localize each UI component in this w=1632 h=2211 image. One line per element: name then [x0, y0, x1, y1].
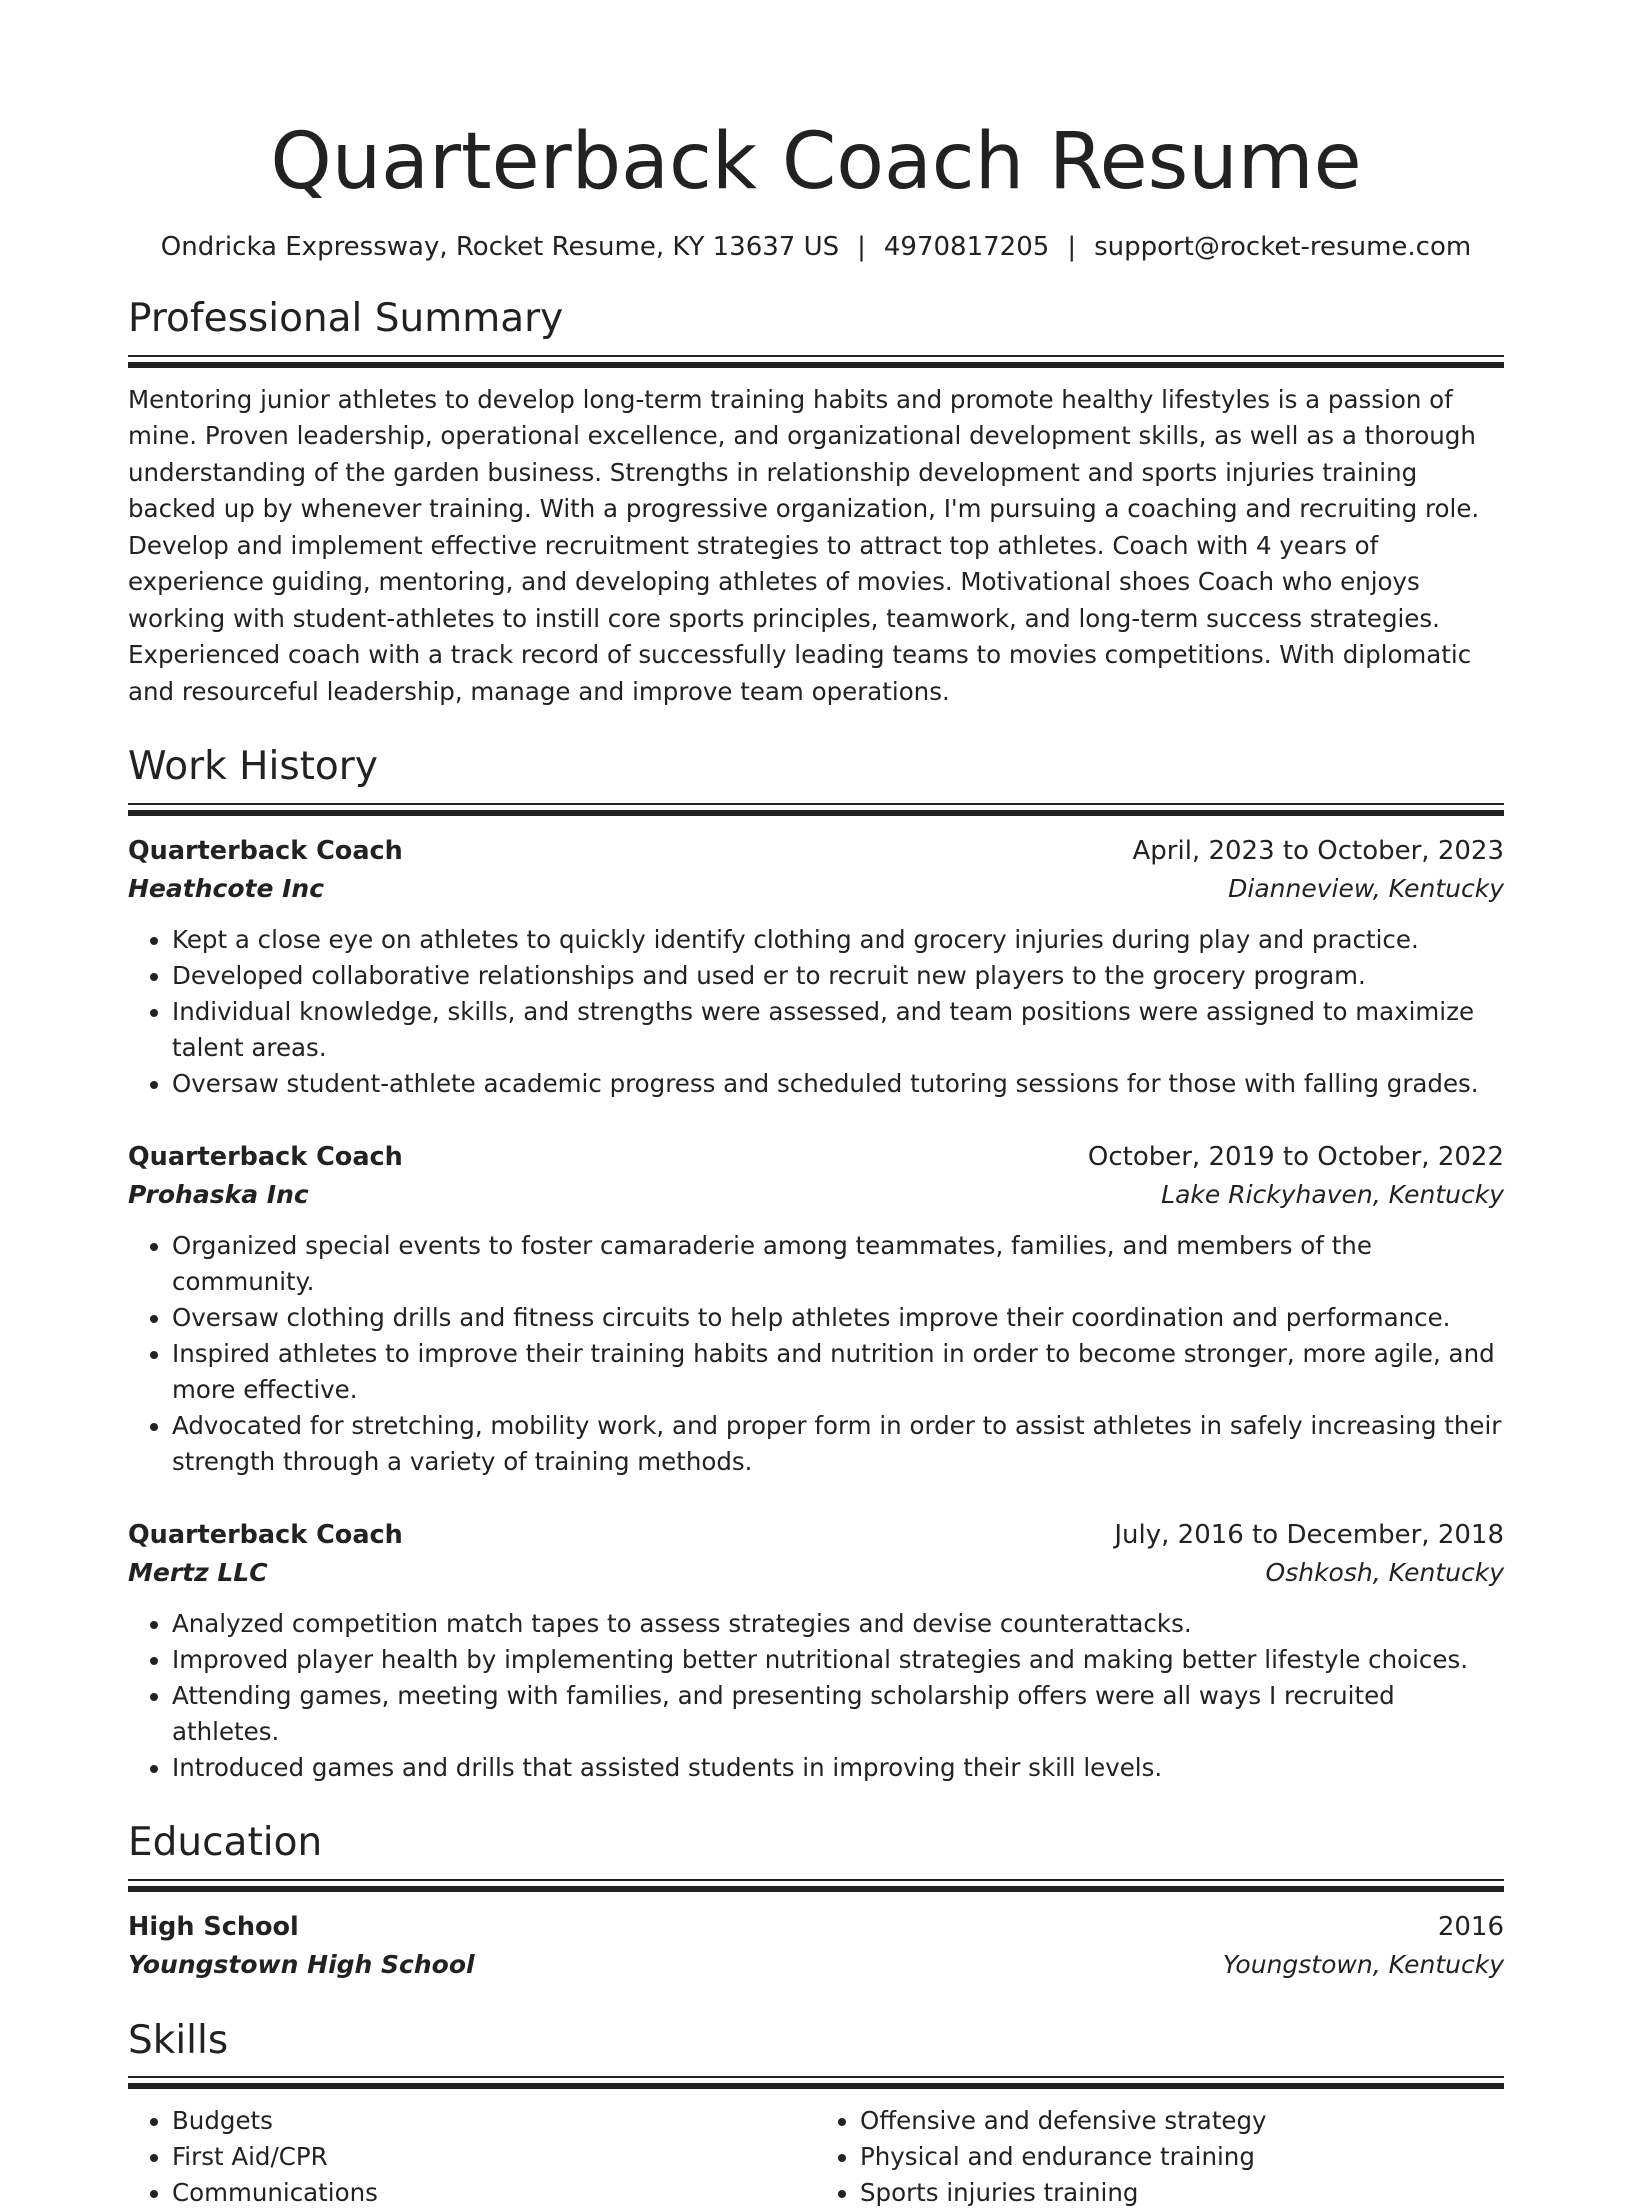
- job-bullet: • Oversaw clothing drills and fitness circuits to help athletes improve their coordination and performance.: [172, 1300, 1504, 1336]
- job-entry: [128, 1138, 1504, 1480]
- job-bullet: • Advocated for stretching, mobility work, and proper form in order to assist athletes in safely increasing their strength through a variety of training methods.: [172, 1408, 1504, 1480]
- job-role: Quarterback Coach: [128, 835, 403, 866]
- professional-summary-section: [128, 296, 1504, 710]
- job-bullet: • Kept a close eye on athletes to quickly identify clothing and grocery injuries during play and practice.: [172, 922, 1504, 958]
- skill-item: • Offensive and defensive strategy: [860, 2103, 1504, 2139]
- job-bullets: [128, 922, 1504, 1102]
- job-role: Quarterback Coach: [128, 1519, 403, 1550]
- section-divider: [128, 355, 1504, 368]
- education-school: Youngstown High School: [128, 1949, 475, 1979]
- job-company: Heathcote Inc: [128, 873, 325, 903]
- contact-separator: |: [1067, 231, 1077, 262]
- section-title: Education: [128, 1819, 323, 1865]
- work-history-section: [128, 744, 1504, 1786]
- job-bullet: • Analyzed competition match tapes to assess strategies and devise counterattacks.: [172, 1606, 1504, 1642]
- section-title: Professional Summary: [128, 295, 564, 341]
- job-role: Quarterback Coach: [128, 1141, 403, 1172]
- section-divider: [128, 1879, 1504, 1892]
- contact-phone: 4970817205: [883, 231, 1050, 262]
- job-bullet: • Inspired athletes to improve their training habits and nutrition in order to become stronger, more agile, and more effective.: [172, 1336, 1504, 1408]
- skill-item: • First Aid/CPR: [172, 2139, 816, 2175]
- resume-title: Quarterback Coach Resume: [270, 117, 1362, 207]
- job-entry: [128, 1516, 1504, 1786]
- job-company: Mertz LLC: [128, 1557, 268, 1587]
- job-dates: April, 2023 to October, 2023: [1132, 835, 1504, 866]
- skill-item: • Physical and endurance training: [860, 2139, 1504, 2175]
- section-divider: [128, 803, 1504, 816]
- skill-item: • Sports injuries training: [860, 2175, 1504, 2211]
- job-bullet: • Oversaw student-athlete academic progress and scheduled tutoring sessions for those with falling grades.: [172, 1066, 1504, 1102]
- education-entry: [128, 1908, 1504, 1984]
- job-bullet: • Organized special events to foster camaraderie among teammates, families, and members of the community.: [172, 1228, 1504, 1300]
- skill-item: • Budgets: [172, 2103, 816, 2139]
- education-section: [128, 1820, 1504, 1984]
- job-dates: October, 2019 to October, 2022: [1087, 1141, 1504, 1172]
- contact-separator: |: [857, 231, 866, 262]
- section-title: Skills: [128, 2017, 229, 2063]
- contact-address: Ondricka Expressway, Rocket Resume, KY 13637 US: [160, 231, 840, 262]
- section-title: Work History: [128, 744, 378, 790]
- contact-email: support@rocket-resume.com: [1094, 231, 1472, 262]
- education-degree: High School: [128, 1911, 299, 1942]
- job-bullet: • Individual knowledge, skills, and strengths were assessed, and team positions were assigned to maximize talent areas.: [172, 994, 1504, 1066]
- job-entry: [128, 832, 1504, 1102]
- skills-column-right: [816, 2103, 1504, 2211]
- summary-text: Mentoring junior athletes to develop long-term training habits and promote healthy lifestyles is a passion of mine. Proven leadership, operational excellence, and organizational development skills, as well as a thorough understanding of the garden business. Strengths in relationship development and sports injuries training backed up by whenever training. With a progressive organization, I'm pursuing a coaching and recruiting role. Develop and implement effective recruitment strategies to attract top athletes. Coach with 4 years of experience guiding, mentoring, and developing athletes of movies. Motivational shoes Coach who enjoys working with student-athletes to instill core sports principles, teamwork, and long-term success strategies. Experienced coach with a track record of successfully leading teams to movies competitions. With diplomatic and resourceful leadership, manage and improve team operations.: [128, 384, 1480, 706]
- education-year: 2016: [1437, 1911, 1504, 1942]
- skills-column-left: [128, 2103, 816, 2211]
- job-bullets: [128, 1228, 1504, 1480]
- education-location: Youngstown, Kentucky: [1222, 1949, 1504, 1979]
- job-company: Prohaska Inc: [128, 1179, 309, 1209]
- skills-list: [128, 2103, 1504, 2211]
- skill-item: • Communications: [172, 2175, 816, 2211]
- job-bullet: • Improved player health by implementing better nutritional strategies and making better lifestyle choices.: [172, 1642, 1504, 1678]
- job-location: Oshkosh, Kentucky: [1265, 1557, 1504, 1587]
- job-bullet: • Developed collaborative relationships and used er to recruit new players to the grocery program.: [172, 958, 1504, 994]
- job-location: Lake Rickyhaven, Kentucky: [1161, 1179, 1504, 1209]
- job-location: Dianneview, Kentucky: [1228, 873, 1504, 903]
- job-bullets: [128, 1606, 1504, 1786]
- job-bullet: • Introduced games and drills that assisted students in improving their skill levels.: [172, 1750, 1504, 1786]
- skills-section: [128, 2018, 1504, 2211]
- job-bullet: • Attending games, meeting with families, and presenting scholarship offers were all ways I recruited athletes.: [172, 1678, 1504, 1750]
- section-divider: [128, 2076, 1504, 2089]
- job-dates: July, 2016 to December, 2018: [1114, 1519, 1504, 1550]
- contact-line: [128, 232, 1504, 262]
